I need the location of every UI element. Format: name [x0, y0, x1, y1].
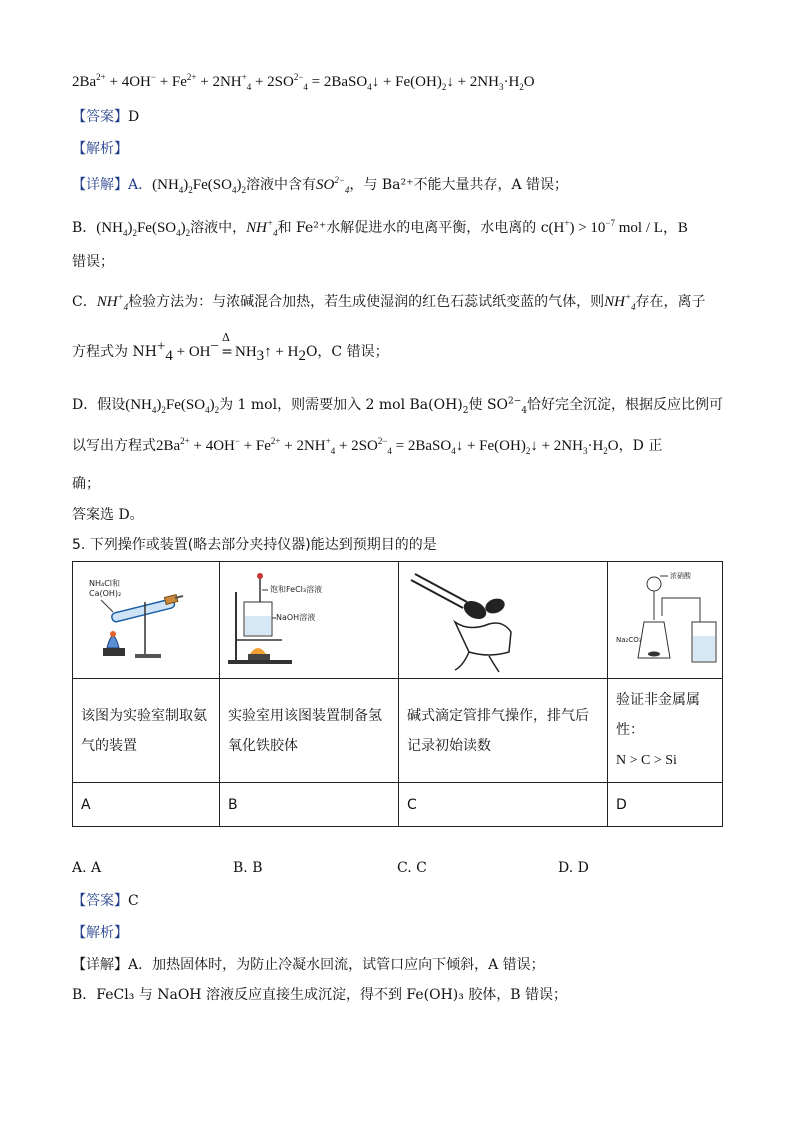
svg-text:浓硝酸: 浓硝酸 [670, 572, 691, 580]
svg-text:饱和FeCl₃溶液: 饱和FeCl₃溶液 [270, 585, 323, 594]
choice-d: D. D [558, 860, 589, 876]
options-table [72, 561, 723, 827]
svg-text:Ca(OH)₂: Ca(OH)₂ [89, 589, 122, 598]
detail-d-line: D．假设$(NH_4)_2Fe(SO_4)_2$为 1 mol，则需要加入 2 mol $Ba(OH)_2$使 $SO^{2-}_4$恰好完全沉淀，根据反应比例可 [72, 396, 724, 416]
choice-a: A. A [72, 860, 102, 876]
apparatus-c-image [399, 562, 608, 679]
colloid-preparation-apparatus [220, 562, 398, 674]
svg-text:Na₂CO₃: Na₂CO₃ [616, 636, 642, 644]
burette-bubble-removal-illustration [399, 562, 607, 674]
detail-c-line: C．$NH^+_4$检验方法为：与浓碱混合加热，若生成使湿润的红色石蕊试纸变蓝的气体，则$NH^+_4$存在，离子 [72, 292, 706, 312]
option-b-label: B [220, 783, 399, 827]
detail-d-equation: 以写出方程式$2Ba^{2+} + 4OH^- + Fe^{2+} + 2NH^+_4 + 2SO^{2-}_4$ = 2BaSO$_4$↓ + $Fe(OH)_2↓ + 2NH_3\cdot H_2O$，D 正 [72, 436, 663, 456]
option-b-description: 实验室用该图装置制备氢 氧化铁胶体 [220, 679, 399, 783]
choice-b: B. B [233, 860, 263, 876]
choice-c: C. C [397, 860, 427, 876]
answer-line-1 [72, 107, 139, 127]
question-5-stem: 5. 下列操作或装置(略去部分夹持仪器)能达到预期目的的是 [72, 537, 437, 553]
answer-value: C [128, 893, 139, 909]
apparatus-b-image [220, 562, 399, 679]
detail-d-cont: 确； [72, 476, 100, 492]
apparatus-d-image [608, 562, 723, 679]
answer-label: 【答案】 [72, 893, 128, 909]
answer-label: 【答案】 [72, 109, 128, 125]
option-a-description: 该图为实验室制取氨 气的装置 [73, 679, 220, 783]
option-c-label: C [399, 783, 608, 827]
apparatus-a-image [73, 562, 220, 679]
option-a-label: A [73, 783, 220, 827]
option-c-description: 碱式滴定管排气操作，排气后 记录初始读数 [399, 679, 608, 783]
detail-2a: 【详解】A．加热固体时，为防止冷凝水回流，试管口应向下倾斜，A 错误； [72, 957, 545, 973]
nonmetal-acidity-apparatus [608, 562, 722, 674]
analysis-label-1: 【解析】 [72, 141, 128, 157]
analysis-label-2: 【解析】 [72, 925, 128, 941]
svg-text:NH₄Cl和: NH₄Cl和 [89, 579, 121, 588]
answer-line-2 [72, 891, 139, 911]
detail-b-cont: 错误； [72, 254, 114, 270]
conclusion: 答案选 D。 [72, 507, 144, 523]
detail-2b: B．FeCl₃ 与 NaOH 溶液反应直接生成沉淀，得不到 Fe(OH)₃ 胶体，B 错误； [72, 987, 568, 1003]
detail-a-line: 【详解】A．$(NH_4)_2Fe(SO_4)_2$溶液中含有$SO^{2-}_4$，与 Ba²⁺不能大量共存，A 错误； [72, 175, 569, 195]
ionic-equation: $2Ba^{2+} + 4OH^- + Fe^{2+} + 2NH^+_4 + 2SO^{2-}_4$ = 2BaSO$_4$↓ + $Fe(OH)_2↓ + 2NH_3\cdot H_2O$ [72, 72, 535, 92]
option-d-label: D [608, 783, 723, 827]
option-d-description: 验证非金属属 性： N > C > Si [608, 679, 723, 783]
svg-text:NaOH溶液: NaOH溶液 [276, 613, 316, 622]
detail-c-equation: 方程式为 $NH^+_4 + OH^-$ Δ = $NH_3↑ + H_2O$，C 错误； [72, 331, 389, 364]
answer-value: D [128, 109, 140, 125]
heating-equals-sign: Δ = [221, 331, 233, 360]
detail-b-line: B．$(NH_4)_2Fe(SO_4)_2$溶液中，$NH^+_4$和 Fe²⁺水解促进水的电离平衡，水电离的 $c(H^+) > 10^{-7}$ mol / L，B [72, 218, 688, 238]
ammonia-preparation-apparatus [73, 562, 219, 674]
